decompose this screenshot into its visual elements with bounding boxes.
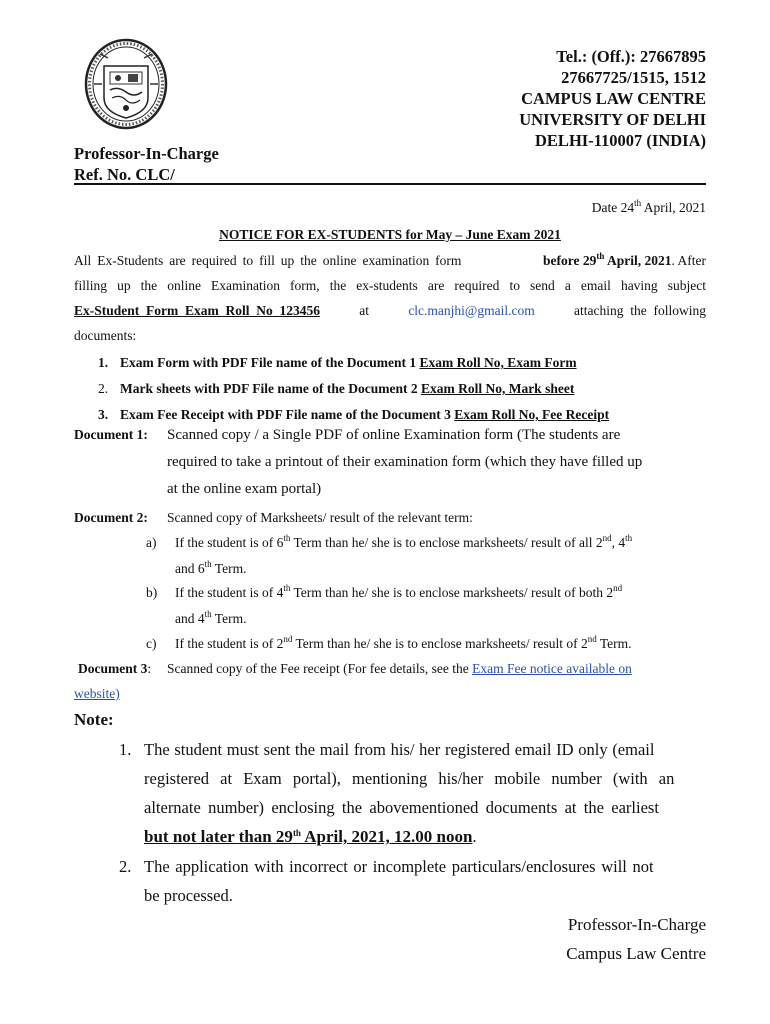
deadline-sup: th — [596, 251, 605, 261]
list-item — [98, 376, 609, 402]
reference-number: Ref. No. CLC/ — [74, 165, 175, 184]
sub-item-label: a) — [146, 535, 157, 550]
date-suffix: April, 2021 — [641, 200, 706, 215]
sub-item-c-line-1 — [175, 636, 632, 652]
sub-text: Term. — [211, 561, 247, 576]
document-3-label — [78, 661, 151, 677]
note-text: alternate number) enclosing the abovementioned documents at the earliest — [144, 798, 659, 817]
note-text: be processed. — [144, 886, 233, 905]
intro-line-1 — [74, 248, 706, 273]
intro-text-1: All Ex-Students are required to fill up the online examination form — [74, 253, 462, 268]
intro-line-4: documents: — [74, 328, 137, 343]
intro-line-2: filling up the online Examination form, the ex-students are required to send a email having subject — [74, 278, 706, 293]
document-1-line: Scanned copy / a Single PDF of online Examination form (The students are — [167, 427, 621, 443]
sub-sup: nd — [602, 533, 612, 543]
notice-title-text: NOTICE FOR EX-STUDENTS for May – June Exam 2021 — [219, 227, 561, 242]
document-1-line: at the online exam portal) — [167, 481, 322, 497]
signature-title: Professor-In-Charge — [567, 915, 706, 934]
sub-text: , 4 — [611, 535, 626, 550]
sub-sup: th — [283, 583, 291, 593]
sub-sup: th — [204, 609, 212, 619]
note-period: . — [472, 827, 477, 846]
list-item — [98, 402, 609, 428]
sub-sup: nd — [283, 634, 293, 644]
list-filename: Exam Roll No, Exam Form — [419, 355, 577, 370]
sub-sup: nd — [587, 634, 597, 644]
signature-centre: Campus Law Centre — [566, 944, 706, 963]
list-text: Exam Fee Receipt with PDF File name of the Document 3 — [120, 407, 455, 422]
sub-text: Term than he/ she is to enclose marksheets/ result of both 2 — [290, 585, 614, 600]
sub-item-b-line-2 — [175, 611, 246, 627]
note-text: registered at Exam portal), mentioning his/her mobile number (with an — [144, 769, 675, 788]
sub-item-label: c) — [146, 636, 157, 651]
notice-title — [74, 227, 706, 243]
sub-item-label: b) — [146, 585, 158, 600]
documents-list — [98, 350, 609, 428]
sub-sup: th — [204, 559, 212, 569]
note-deadline-sup: th — [292, 828, 301, 838]
note-number: 2. — [119, 857, 132, 876]
note-deadline-text: but not later than 29 — [144, 827, 293, 846]
deadline-rest: April, 2021 — [604, 253, 672, 268]
sub-sup: nd — [613, 583, 623, 593]
notice-date — [592, 200, 706, 216]
professor-title: Professor-In-Charge — [74, 144, 219, 163]
contact-block — [519, 46, 706, 151]
sub-item-a-line-1 — [175, 535, 632, 551]
intro-paragraph — [74, 248, 706, 348]
exam-fee-notice-link[interactable]: Exam Fee notice available on — [472, 661, 632, 676]
list-item — [98, 350, 609, 376]
note-text: The application with incorrect or incomplete particulars/enclosures will not — [144, 857, 654, 876]
university-seal-logo — [82, 36, 170, 132]
note-deadline — [144, 827, 472, 847]
phone-line: Tel.: (Off.): 27667895 — [556, 47, 706, 66]
sub-text: Term than he/ she is to enclose marksheets/ result of all 2 — [290, 535, 603, 550]
sub-text: Term. — [596, 636, 632, 651]
intro-attaching: attaching the following — [574, 303, 706, 318]
email-subject: Ex-Student Form Exam Roll No 123456 — [74, 303, 320, 318]
list-text: Mark sheets with PDF File name of the Document 2 — [120, 381, 421, 396]
email-address-link[interactable]: clc.manjhi@gmail.com — [408, 303, 535, 318]
date-prefix: Date 24 — [591, 200, 635, 215]
document-3-text: Scanned copy of the Fee receipt (For fee details, see the — [167, 661, 473, 676]
intro-at: at — [359, 303, 370, 318]
document-3-colon: : — [147, 661, 152, 676]
exam-fee-notice-link-cont[interactable]: website) — [74, 686, 120, 701]
note-heading: Note: — [74, 710, 114, 729]
intro-text-after: . After — [671, 253, 706, 268]
phone-extensions: 27667725/1515, 1512 — [561, 68, 706, 87]
list-number: 3. — [98, 407, 109, 422]
sub-text: If the student is of 4 — [175, 585, 284, 600]
list-number: 2. — [98, 381, 109, 396]
sub-item-a-line-2 — [175, 561, 246, 577]
deadline-bold: before 29 — [542, 253, 597, 268]
sub-item-b-line-1 — [175, 585, 622, 601]
document-1-line: required to take a printout of their examination form (which they have filled up — [167, 454, 643, 470]
document-2-label: Document 2: — [74, 510, 148, 525]
list-filename: Exam Roll No, Mark sheet — [420, 381, 575, 396]
note-deadline-text: April, 2021, 12.00 noon — [300, 827, 473, 846]
sub-sup: th — [625, 533, 633, 543]
centre-name: CAMPUS LAW CENTRE — [521, 89, 706, 108]
address-line: DELHI-110007 (INDIA) — [535, 131, 706, 150]
university-name: UNIVERSITY OF DELHI — [519, 110, 706, 129]
sub-text: If the student is of 6 — [175, 535, 284, 550]
list-number: 1. — [98, 355, 109, 370]
list-filename: Exam Roll No, Fee Receipt — [454, 407, 610, 422]
sub-text: and 4 — [175, 611, 205, 626]
note-text: The student must sent the mail from his/ her registered email ID only (email — [144, 740, 655, 759]
sub-text: If the student is of 2 — [175, 636, 284, 651]
sub-text: Term. — [211, 611, 247, 626]
header-divider — [74, 183, 706, 185]
list-text: Exam Form with PDF File name of the Document 1 — [120, 355, 420, 370]
sub-sup: th — [283, 533, 291, 543]
document-3-line — [167, 661, 632, 677]
document-1-label: Document 1: — [74, 427, 148, 442]
intro-line-3 — [74, 298, 706, 323]
sub-text: Term than he/ she is to enclose marksheets/ result of 2 — [292, 636, 588, 651]
document-3-label-text: Document 3 — [78, 661, 148, 676]
header-left — [74, 143, 219, 185]
note-number: 1. — [119, 740, 132, 759]
date-sup: th — [634, 198, 642, 208]
document-2-line: Scanned copy of Marksheets/ result of the relevant term: — [167, 510, 473, 525]
sub-text: and 6 — [175, 561, 205, 576]
